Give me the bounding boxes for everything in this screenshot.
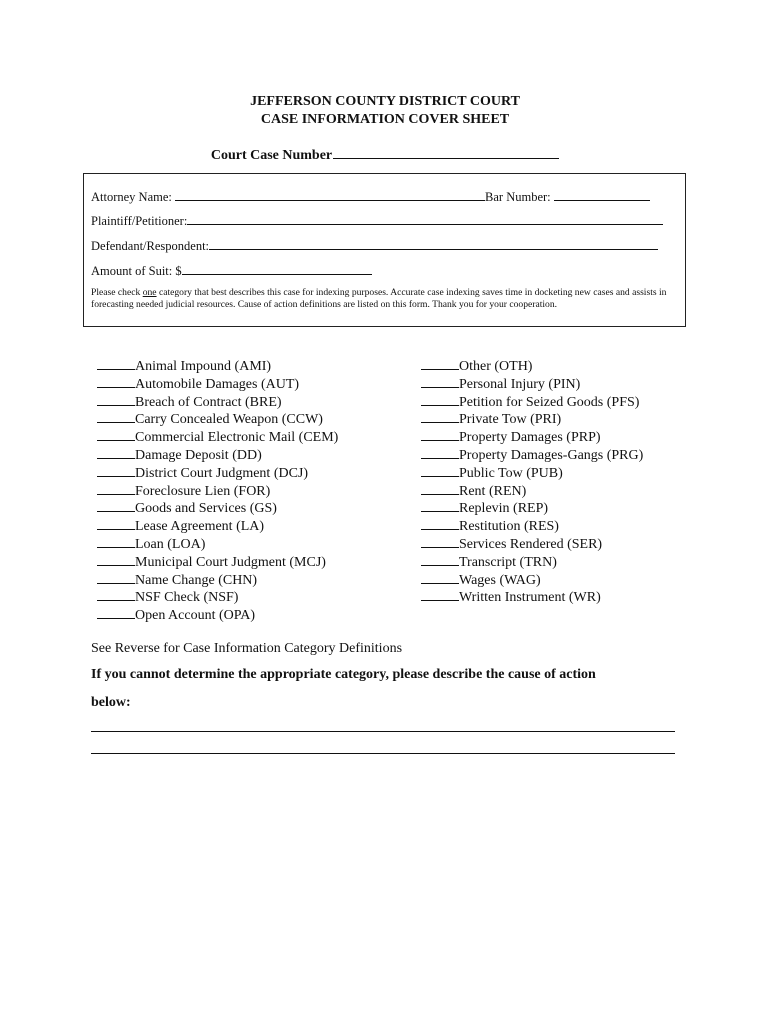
category-list-left: [97, 356, 338, 623]
category-label: District Court Judgment (DCJ): [135, 465, 309, 481]
category-label: Open Account (OPA): [135, 608, 256, 624]
category-item: [421, 445, 643, 463]
category-label: Petition for Seized Goods (PFS): [459, 394, 640, 410]
plaintiff-row: [91, 212, 663, 229]
defendant-field[interactable]: [209, 237, 658, 250]
category-checkbox-blank[interactable]: [97, 516, 135, 530]
category-item: [421, 587, 643, 605]
amount-label: Amount of Suit: $: [91, 264, 182, 278]
category-checkbox-blank[interactable]: [97, 552, 135, 566]
category-label: Goods and Services (GS): [135, 501, 277, 517]
category-checkbox-blank[interactable]: [421, 587, 459, 601]
plaintiff-field[interactable]: [187, 212, 663, 225]
category-item: [97, 374, 338, 392]
category-label: Damage Deposit (DD): [135, 447, 262, 463]
category-item: [97, 605, 338, 623]
category-label: Public Tow (PUB): [459, 465, 563, 481]
category-checkbox-blank[interactable]: [97, 427, 135, 441]
category-item: [97, 356, 338, 374]
category-item: [97, 463, 338, 481]
category-checkbox-blank[interactable]: [97, 374, 135, 388]
category-label: Written Instrument (WR): [459, 590, 601, 606]
category-item: [97, 409, 338, 427]
category-checkbox-blank[interactable]: [421, 463, 459, 477]
category-label: Name Change (CHN): [135, 572, 258, 588]
category-checkbox-blank[interactable]: [97, 463, 135, 477]
category-item: [97, 427, 338, 445]
category-item: [421, 392, 643, 410]
court-name: JEFFERSON COUNTY DISTRICT COURT: [250, 94, 520, 109]
category-item: [421, 356, 643, 374]
defendant-row: [91, 237, 658, 254]
category-checkbox-blank[interactable]: [97, 534, 135, 548]
amount-row: [91, 262, 372, 279]
category-list-right: [421, 356, 643, 605]
case-number-field[interactable]: [333, 144, 559, 159]
category-label: Foreclosure Lien (FOR): [135, 483, 271, 499]
category-label: Restitution (RES): [459, 519, 559, 535]
category-checkbox-blank[interactable]: [421, 392, 459, 406]
category-checkbox-blank[interactable]: [97, 445, 135, 459]
category-checkbox-blank[interactable]: [421, 570, 459, 584]
category-item: [421, 552, 643, 570]
category-label: Replevin (REP): [459, 501, 549, 517]
case-number-label: Court Case Number: [210, 148, 333, 163]
cause-description-line-1[interactable]: [91, 731, 675, 732]
category-checkbox-blank[interactable]: [97, 409, 135, 423]
category-item: [421, 534, 643, 552]
category-label: Private Tow (PRI): [459, 412, 562, 428]
note-text-pre: Please check: [91, 287, 143, 298]
category-checkbox-blank[interactable]: [97, 570, 135, 584]
category-item: [97, 516, 338, 534]
instruction-line-1: If you cannot determine the appropriate category, please describe the cause of action: [91, 667, 596, 682]
case-number-row: [0, 144, 770, 164]
category-checkbox-blank[interactable]: [421, 498, 459, 512]
category-label: Animal Impound (AMI): [135, 359, 272, 374]
category-item: [421, 427, 643, 445]
category-label: Other (OTH): [459, 359, 533, 374]
category-label: Carry Concealed Weapon (CCW): [135, 412, 323, 428]
category-item: [97, 534, 338, 552]
category-item: [97, 552, 338, 570]
category-checkbox-blank[interactable]: [421, 481, 459, 495]
category-checkbox-blank[interactable]: [97, 392, 135, 406]
category-checkbox-blank[interactable]: [421, 427, 459, 441]
category-label: Wages (WAG): [459, 572, 541, 588]
category-item: [97, 587, 338, 605]
reference-note: See Reverse for Case Information Category Definitions: [91, 641, 403, 656]
category-label: Lease Agreement (LA): [135, 519, 265, 535]
category-checkbox-blank[interactable]: [97, 481, 135, 495]
category-label: Automobile Damages (AUT): [135, 376, 300, 392]
category-label: Property Damages-Gangs (PRG): [459, 447, 644, 463]
category-label: Services Rendered (SER): [459, 536, 603, 552]
instruction-line-2: below:: [91, 695, 131, 710]
category-item: [421, 516, 643, 534]
defendant-label: Defendant/Respondent:: [91, 239, 210, 253]
category-label: Property Damages (PRP): [459, 430, 601, 446]
category-checkbox-blank[interactable]: [421, 374, 459, 388]
category-checkbox-blank[interactable]: [421, 552, 459, 566]
category-checkbox-blank[interactable]: [97, 605, 135, 619]
indexing-note: [91, 287, 683, 311]
category-checkbox-blank[interactable]: [421, 409, 459, 423]
category-label: Commercial Electronic Mail (CEM): [135, 430, 339, 446]
category-item: [97, 570, 338, 588]
category-label: Rent (REN): [459, 483, 527, 499]
cause-description-line-2[interactable]: [91, 753, 675, 754]
category-item: [97, 498, 338, 516]
category-item: [421, 374, 643, 392]
category-checkbox-blank[interactable]: [421, 356, 459, 370]
plaintiff-label: Plaintiff/Petitioner:: [91, 214, 188, 228]
category-checkbox-blank[interactable]: [97, 498, 135, 512]
category-item: [421, 409, 643, 427]
category-checkbox-blank[interactable]: [97, 356, 135, 370]
category-label: Personal Injury (PIN): [459, 376, 581, 392]
category-checkbox-blank[interactable]: [421, 445, 459, 459]
note-text-emphasis: one: [142, 287, 157, 298]
category-checkbox-blank[interactable]: [421, 534, 459, 548]
attorney-row: [91, 188, 650, 205]
category-item: [421, 570, 643, 588]
category-checkbox-blank[interactable]: [97, 587, 135, 601]
category-label: Municipal Court Judgment (MCJ): [135, 554, 326, 570]
attorney-label: Attorney Name:: [91, 190, 172, 204]
category-item: [97, 392, 338, 410]
category-item: [97, 445, 338, 463]
category-checkbox-blank[interactable]: [421, 516, 459, 530]
category-item: [421, 463, 643, 481]
category-label: Transcript (TRN): [459, 554, 557, 570]
category-label: Breach of Contract (BRE): [135, 394, 282, 410]
bar-number-field[interactable]: [554, 188, 650, 201]
amount-field[interactable]: [182, 262, 372, 275]
bar-number-label: Bar Number:: [485, 190, 551, 204]
sheet-title: CASE INFORMATION COVER SHEET: [260, 112, 510, 127]
category-label: Loan (LOA): [135, 536, 206, 552]
category-item: [97, 481, 338, 499]
note-text-post: category that best describes this case for indexing purposes. Accurate case indexing saves time in docketing new cases and assists in forecasting needed judicial resources. Cause of action definitions are listed on this form. Thank you for your cooperation.: [91, 287, 667, 310]
category-label: NSF Check (NSF): [135, 590, 239, 606]
attorney-name-field[interactable]: [175, 188, 485, 201]
category-item: [421, 481, 643, 499]
category-item: [421, 498, 643, 516]
